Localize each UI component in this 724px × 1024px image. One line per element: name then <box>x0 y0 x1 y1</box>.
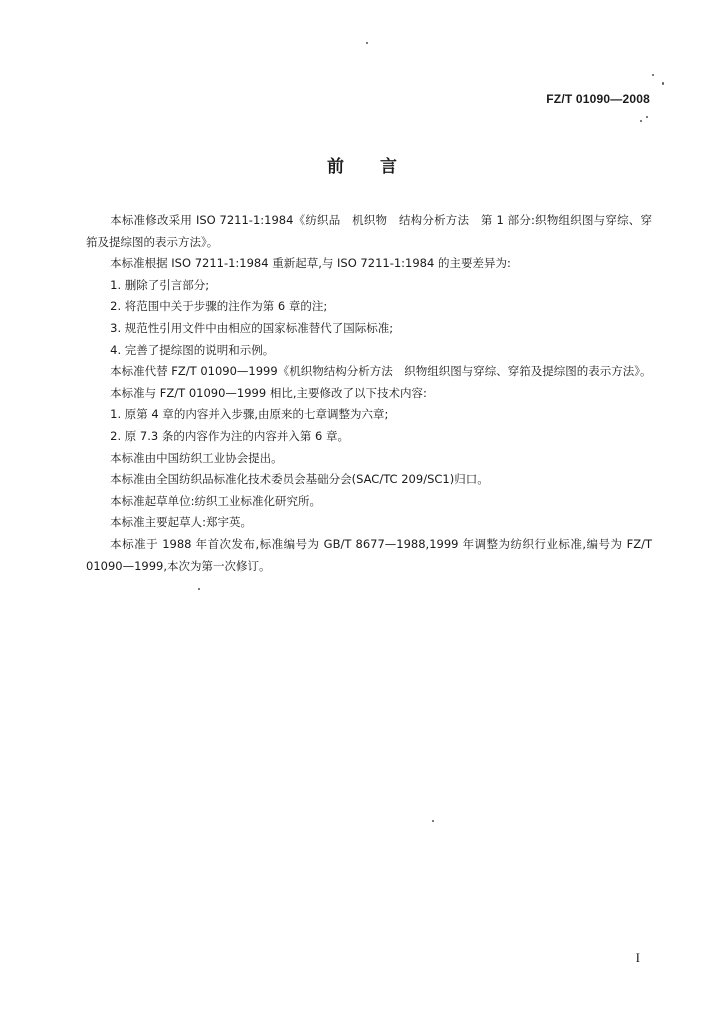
paragraph: 本标准起草单位:纺织工业标准化研究所。 <box>110 493 322 508</box>
standard-number: FZ/T 01090—2008 <box>546 92 650 106</box>
paragraph: 本标准修改采用 ISO 7211-1:1984《纺织品 机织物 结构分析方法 第 1 部分:织物组织图与穿综、穿筘及提综图的表示方法》。 <box>86 213 652 249</box>
paragraph: 本标准与 FZ/T 01090—1999 相比,主要修改了以下技术内容: <box>110 385 427 400</box>
paragraph: 本标准代替 FZ/T 01090—1999《机织物结构分析方法 织物组织图与穿综、穿筘及提综图的表示方法》。 <box>110 364 652 379</box>
scan-speck <box>652 74 654 76</box>
paragraph: 本标准于 1988 年首次发布,标准编号为 GB/T 8677—1988,1999 年调整为纺织行业标准,编号为 FZ/T 01090—1999,本次为第一次修订。 <box>86 536 652 573</box>
scan-speck <box>432 820 434 822</box>
list-item: 1. 原第 4 章的内容并入步骤,由原来的七章调整为六章; <box>110 407 389 422</box>
page-number: I <box>635 950 640 965</box>
scan-speck <box>662 82 664 85</box>
list-item: 3. 规范性引用文件中由相应的国家标准替代了国际标准; <box>110 320 394 335</box>
paragraph: 本标准由中国纺织工业协会提出。 <box>110 450 283 465</box>
list-item: 1. 删除了引言部分; <box>110 277 210 292</box>
list-item: 2. 将范围中关于步骤的注作为第 6 章的注; <box>110 299 328 314</box>
paragraph: 本标准主要起草人:郑宇英。 <box>110 515 253 530</box>
scan-speck <box>640 120 642 122</box>
scan-speck <box>646 116 648 118</box>
list-item: 4. 完善了提综图的说明和示例。 <box>110 342 275 357</box>
foreword-body <box>86 210 652 577</box>
paragraph: 本标准由全国纺织品标准化技术委员会基础分会(SAC/TC 209/SC1)归口。 <box>110 472 489 487</box>
scan-speck <box>366 42 368 44</box>
paragraph: 本标准根据 ISO 7211-1:1984 重新起草,与 ISO 7211-1:1984 的主要差异为: <box>110 256 511 271</box>
scan-speck <box>198 588 200 590</box>
page-title: 前言 <box>327 157 433 177</box>
list-item: 2. 原 7.3 条的内容作为注的内容并入第 6 章。 <box>110 428 349 443</box>
